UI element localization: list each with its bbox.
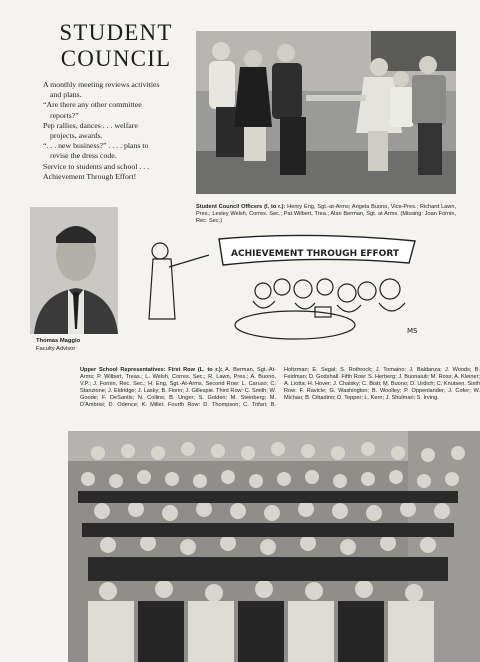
cartoon-banner: ACHIEVEMENT THROUGH EFFORT	[231, 249, 399, 259]
title-line-2: COUNCIL	[60, 46, 172, 71]
intro-line: Pep rallies, dances . . . welfare	[43, 120, 138, 130]
advisor-name: Thomas Maggio	[36, 338, 81, 344]
intro-line: “. . . new business?” . . . . plans to	[43, 141, 149, 151]
title-line-1: STUDENT	[59, 20, 173, 45]
intro-line: Achievement Through Effort!	[43, 171, 137, 181]
officers-caption-text: Henry Eng, Sgt.-at-Arms; Angela Buono, Vice-Pres.; Richard Lawn, Pres.; Lesley Welsh, Corres. Sec.; Pat Wilbert, Trea.; Alan Berman, Sgt. at Arms. (Missing: Joan Fornin, Rec. Sec.)	[196, 204, 456, 225]
reps-caption-label: Upper School Representatives: First Row (L. to r.):	[80, 367, 223, 373]
officers-photo	[196, 31, 456, 194]
advisor-portrait	[30, 207, 118, 334]
advisor-caption	[36, 338, 126, 353]
intro-line: A monthly meeting reviews activities	[43, 80, 160, 89]
officers-caption	[196, 204, 456, 225]
page-title	[42, 20, 190, 72]
officers-caption-label: Student Council Officers (l. to r.):	[196, 204, 286, 210]
cartoon-signature: MS	[407, 327, 418, 335]
reps-caption	[80, 367, 480, 410]
cartoon-illustration	[145, 233, 423, 349]
intro-line: reports?”	[50, 110, 79, 120]
advisor-role: Faculty Advisor	[36, 345, 76, 352]
intro-line: and plans.	[50, 90, 82, 100]
intro-line: Service to students and school . . .	[43, 161, 150, 171]
intro-line: projects, awards.	[50, 131, 103, 141]
reps-caption-text: A. Berman, Sgt.-At-Arms; P. Wilbert, Treas.; L. Welsh, Corres. Sec.; R. Lawn, Pres.; A. Buono, V.P.; J. Fornin, Rec. Sec.; H. Eng, Sgt.-At-Arms. Second Row: L. Caruso; C. Stanzione; J. Eldridge; J. Lasky; B. Fiorin; J. Gillespie. Third Row: C. Smith; W. Goode; F. DeSantis; N. Collins; B. Unger; S. Golden; M. Steinberg; M. D'Ambrisi; D. Odence; K. Miller. Fourth Row: D. Thompson; C. Trifari; B. Holtzman; E. Segal; S. Rothrock; J. Tomaino; J. Baldanza; J. Woods; B. Feldman; D. Godshall. Fifth Row: S. Herberg; J. Buonaiuti; M. Ross; A. Kleiner; A. Liotta; H. Hover; J. Chalsky; C. Bisti; M. Buono; D. Urdich; C. Knutsen. Sixth Row: F. Ravicle; G. Washington; B. Woolley; P. Oppenlander; J. Cofer; W. Michau; B. Cittadino; D. Tepper; L. Kern; J. Shulman; S. Irving.	[80, 367, 480, 409]
representatives-group-photo	[68, 431, 480, 662]
intro-line: “Are there any other committee	[43, 100, 142, 110]
intro-line: revise the dress code.	[50, 151, 117, 161]
intro-text	[43, 80, 193, 182]
